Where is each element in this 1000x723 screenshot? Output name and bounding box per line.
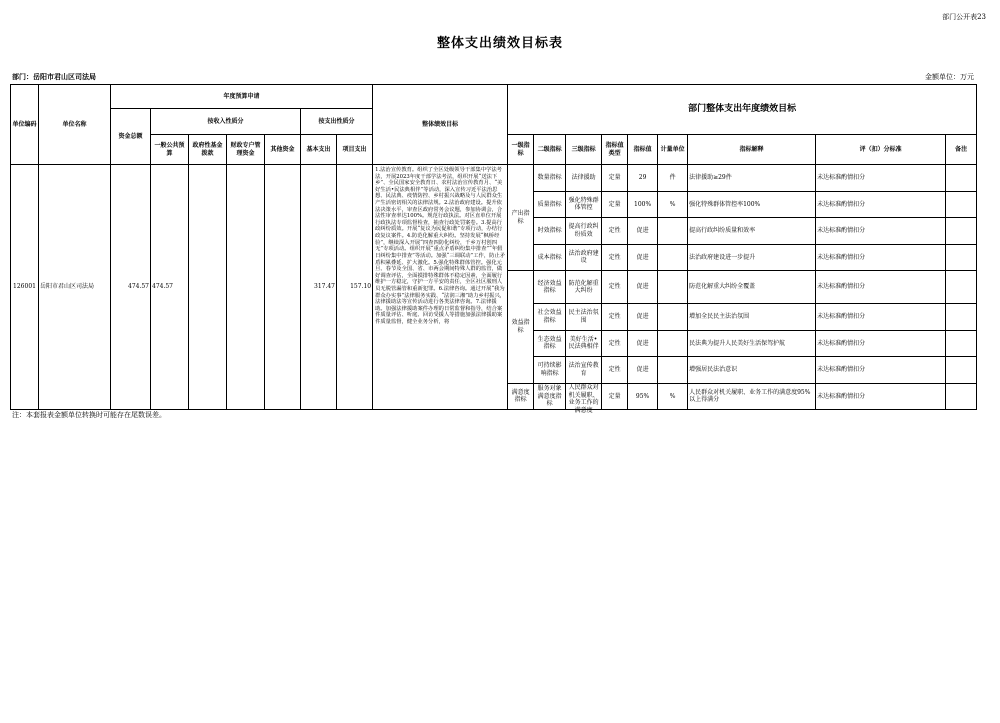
cell-level3: 法治宣传教育	[566, 357, 602, 384]
cell-indicator-value: 100%	[628, 191, 658, 218]
header-total: 资金总额	[111, 109, 151, 165]
cell-indicator-value: 促进	[628, 330, 658, 357]
cell-remark	[946, 165, 977, 192]
cell-level3: 提高行政纠纷质效	[566, 218, 602, 245]
cell-remark	[946, 218, 977, 245]
cell-level2: 时效指标	[534, 218, 566, 245]
cell-explanation: 增强居民法治意识	[688, 357, 816, 384]
cell-remark	[946, 244, 977, 271]
cell-explanation: 法治政府建设进一步提升	[688, 244, 816, 271]
cell-level3: 防范化解重大纠纷	[566, 271, 602, 304]
cell-level3: 法治政府建设	[566, 244, 602, 271]
header-unit-name: 单位名称	[39, 85, 111, 165]
cell-indicator-value: 95%	[628, 383, 658, 410]
header-explanation: 指标解释	[688, 135, 816, 165]
cell-level3	[566, 383, 602, 414]
cell-indicator-value: 促进	[628, 304, 658, 331]
cell-remark	[946, 304, 977, 331]
cell-explanation: 强化特殊群体管控率100%	[688, 191, 816, 218]
performance-table	[10, 84, 977, 414]
cell-indicator-value: 29	[628, 165, 658, 192]
cell-unit-code: 126001	[11, 165, 39, 410]
header-other-fund: 其他资金	[265, 135, 301, 165]
cell-indicator-type: 定性	[602, 218, 628, 245]
cell-scoring: 未达标准酌情扣分	[816, 304, 946, 331]
cell-indicator-type: 定性	[602, 330, 628, 357]
cell-remark	[946, 330, 977, 357]
header-basic-expense: 基本支出	[301, 135, 337, 165]
page-title: 整体支出绩效目标表	[436, 36, 563, 51]
cell-level2: 成本指标	[534, 244, 566, 271]
cell-unit-of-measure: %	[658, 191, 688, 218]
header-unit-code: 单位编码	[11, 85, 39, 165]
cell-explanation: 增加全民民主法治氛围	[688, 304, 816, 331]
cell-project-expense: 157.10	[337, 165, 373, 410]
header-dept-goal: 部门整体支出年度绩效目标	[508, 85, 977, 135]
cell-explanation: 防范化解重大纠纷全覆盖	[688, 271, 816, 304]
cell-unit-of-measure	[658, 330, 688, 357]
cell-scoring: 未达标准酌情扣分	[816, 330, 946, 357]
header-scoring: 评（扣）分标准	[816, 135, 946, 165]
header-indicator-type: 指标值类型	[602, 135, 628, 165]
header-general-budget: 一般公共预算	[151, 135, 189, 165]
cell-level2: 经济效益指标	[534, 271, 566, 304]
header-project-expense: 项目支出	[337, 135, 373, 165]
cell-level1-output: 产出指标	[508, 165, 534, 271]
department-label: 部门：岳阳市君山区司法局	[12, 72, 96, 81]
cell-level2: 服务对象满意度指标	[534, 383, 566, 410]
cell-level1-benefit: 效益指标	[508, 271, 534, 384]
table-number: 部门公开表23	[942, 13, 986, 21]
cell-other-fund	[265, 165, 301, 410]
cell-scoring: 未达标准酌情扣分	[816, 218, 946, 245]
cell-indicator-type: 定量	[602, 383, 628, 410]
cell-scoring: 未达标准酌情扣分	[816, 244, 946, 271]
cell-gov-fund	[189, 165, 227, 410]
cell-level3: 法律援助	[566, 165, 602, 192]
cell-indicator-value: 促进	[628, 357, 658, 384]
cell-overall-goal	[373, 165, 508, 410]
cell-basic-expense: 317.47	[301, 165, 337, 410]
cell-remark	[946, 271, 977, 304]
cell-level2: 可持续影响指标	[534, 357, 566, 384]
cell-scoring: 未达标准酌情扣分	[816, 191, 946, 218]
cell-scoring: 未达标准酌情扣分	[816, 165, 946, 192]
cell-level1-satisfaction: 满意度指标	[508, 383, 534, 410]
cell-remark	[946, 191, 977, 218]
cell-indicator-type: 定量	[602, 165, 628, 192]
cell-special-fund	[227, 165, 265, 410]
cell-unit-of-measure: 件	[658, 165, 688, 192]
header-remark: 备注	[946, 135, 977, 165]
header-level1: 一级指标	[508, 135, 534, 165]
cell-remark	[946, 383, 977, 410]
cell-indicator-value: 促进	[628, 244, 658, 271]
cell-indicator-type: 定量	[602, 191, 628, 218]
cell-explanation: 民法典为提升人民美好生活保驾护航	[688, 330, 816, 357]
header-overall-goal: 整体绩效目标	[373, 85, 508, 165]
level3-text: 人民群众对机关履职、业务工作的满意度	[568, 384, 599, 414]
cell-unit-of-measure	[658, 357, 688, 384]
header-unit-of-measure: 计量单位	[658, 135, 688, 165]
header-budget-group: 年度预算申请	[111, 85, 373, 109]
header-by-expense: 按支出性质分	[301, 109, 373, 135]
header-indicator-value: 指标值	[628, 135, 658, 165]
cell-unit-name: 岳阳市君山区司法局	[39, 165, 111, 410]
cell-level3: 美好生活•民法典相伴	[566, 330, 602, 357]
cell-indicator-type: 定性	[602, 357, 628, 384]
cell-scoring: 未达标准酌情扣分	[816, 383, 946, 410]
header-gov-fund: 政府性基金拨款	[189, 135, 227, 165]
header-special-fund: 财政专户管理资金	[227, 135, 265, 165]
header-level3: 三级指标	[566, 135, 602, 165]
cell-scoring: 未达标准酌情扣分	[816, 271, 946, 304]
cell-level3: 强化特殊群体管控	[566, 191, 602, 218]
header-level2: 二级指标	[534, 135, 566, 165]
cell-level3: 民主法治氛围	[566, 304, 602, 331]
header-by-source: 按收入性质分	[151, 109, 301, 135]
cell-indicator-type: 定性	[602, 244, 628, 271]
cell-level2: 质量指标	[534, 191, 566, 218]
cell-total: 474.57	[111, 165, 151, 410]
cell-indicator-type: 定性	[602, 304, 628, 331]
cell-unit-of-measure	[658, 304, 688, 331]
cell-level2: 社会效益指标	[534, 304, 566, 331]
cell-general-budget: 474.57	[151, 165, 189, 410]
cell-explanation: 法律援助≥29件	[688, 165, 816, 192]
cell-unit-of-measure	[658, 271, 688, 304]
cell-unit-of-measure: %	[658, 383, 688, 410]
cell-scoring: 未达标准酌情扣分	[816, 357, 946, 384]
cell-level2: 数量指标	[534, 165, 566, 192]
cell-level2: 生态效益指标	[534, 330, 566, 357]
table-row	[11, 165, 977, 192]
cell-unit-of-measure	[658, 244, 688, 271]
cell-remark	[946, 357, 977, 384]
cell-explanation: 提高行政纠纷质量和效率	[688, 218, 816, 245]
cell-explanation: 人民群众对机关履职、业务工作的满意度95%以上得满分	[688, 383, 816, 410]
cell-indicator-value: 促进	[628, 271, 658, 304]
overall-goal-text: 1.法治宣传教育。组织了全区处级领导干部集中学法考法，开展2023年度干部学法考法，组织开展“送法下乡”、全民国家安全教育日、农村法治宣传教育月、“美好生活•民法典相伴”等活动，深入宣传习近平法治思想、民法典、疫情防控、乡村振兴战略及与人民群众生产生活密切相关的法律法规。2.法治政府建设。提升依法决策水平，审查区政府常务会议题，参加协调会，合法性审查率达100%。规范行政执法。对区直单位开展行政执法专项监督检查，抽查行政处罚案卷。3.提高行政纠纷质效。开展“复议为民促和谐”专项行动，办结行政复议案件。4.防范化解重大纠纷。坚持发展“枫桥经验”，继续深入开展“四查四防化纠纷，千乡万村创四无”专项活动。组织开展“重点矛盾纠纷集中排查”“年假日纠纷集中排查”等活动。加强“三调联动”工作，防止矛盾积累叠延、扩大激化。5.强化特殊群体管控。强化元旦、春节及全国、省、市两会期间特殊人群的监管，做好调查评估，全面摸排特殊群体不稳定因素，全面履行维护一方稳定，守护一方平安的责任，全区社区服刑人员无脱管漏管和重新犯罪。6.法律咨询。通过开展“我为群众办实事”法律服务实践、“法润三湘”助力乡村振兴，法律援助法等宣传活动进行各类法律咨询。7.法律援助。加强法律援助案件办理的日常监督和指导，结合案件质量评估、听庭、回访受援人等措施加强法律援助案件质量监督，健全业务分析，将	[375, 167, 506, 326]
cell-unit-of-measure	[658, 218, 688, 245]
amount-unit-label: 金额单位：万元	[925, 73, 974, 81]
cell-indicator-type: 定性	[602, 271, 628, 304]
footnote: 注：本套报表金额单位转换时可能存在尾数误差。	[12, 411, 166, 419]
cell-indicator-value: 促进	[628, 218, 658, 245]
